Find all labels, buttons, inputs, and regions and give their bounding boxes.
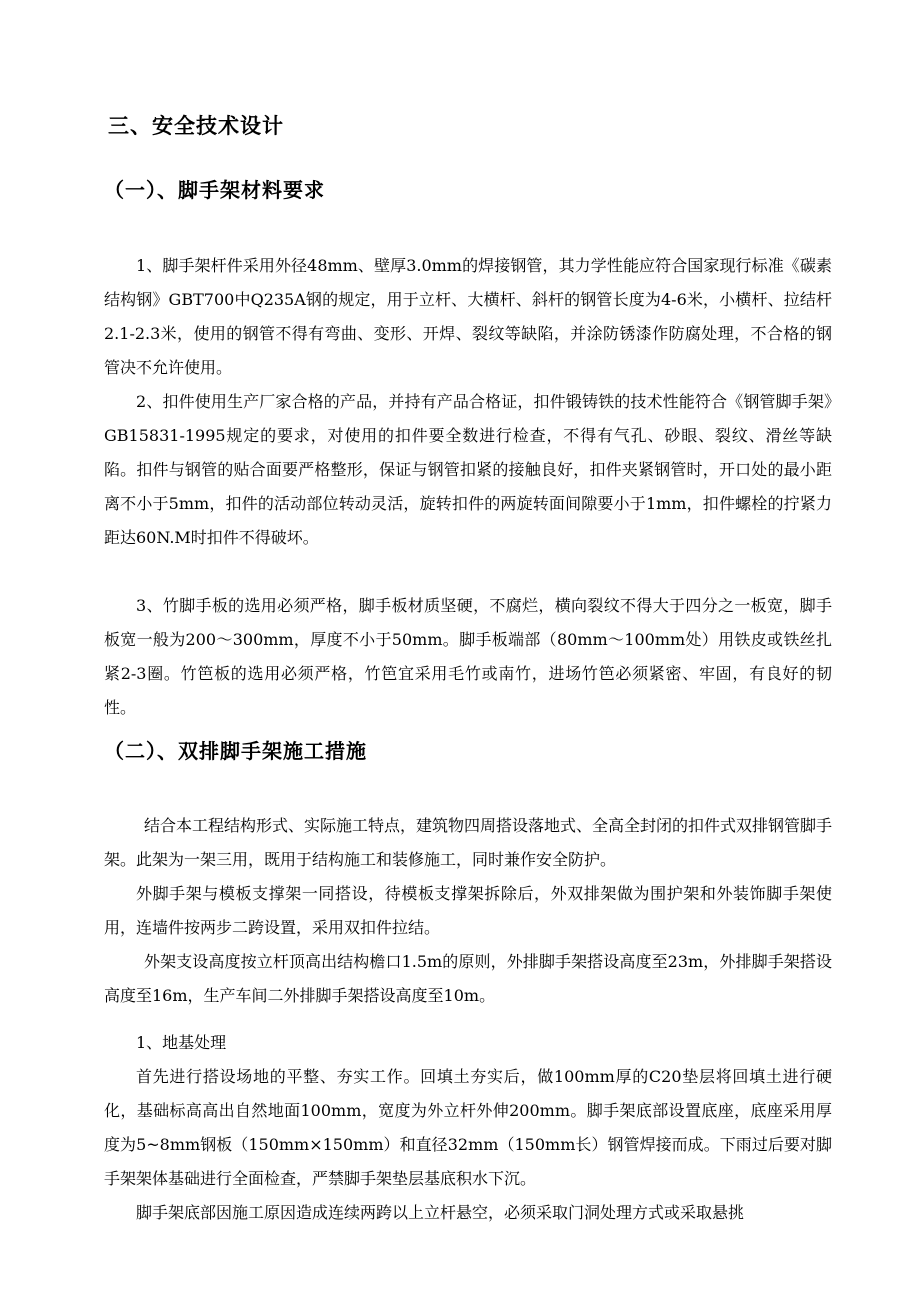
subsection-title-double-row: （二）、双排脚手架施工措施	[104, 739, 367, 763]
section-title: 三、安全技术设计	[108, 114, 284, 138]
paragraph-structure-overview: 结合本工程结构形式、实际施工特点，建筑物四周搭设落地式、全高全封闭的扣件式双排钢管脚手架。此架为一架三用，既用于结构施工和装修施工，同时兼作安全防护。	[104, 816, 833, 869]
paragraph-external-scaffold: 外脚手架与模板支撑架一同搭设，待模板支撑架拆除后，外双排架做为围护架和外装饰脚手架使用，连墙件按两步二跨设置，采用双扣件拉结。	[104, 884, 832, 937]
paragraph-bamboo-board: 3、竹脚手板的选用必须严格，脚手板材质坚硬，不腐烂，横向裂纹不得大于四分之一板宽，脚手板宽一般为200～300mm，厚度不小于50mm。脚手板端部（80mm～100mm处）用铁皮或铁丝扎紧2-3圈。竹笆板的选用必须严格，竹笆宜采用毛竹或南竹，进场竹笆必须紧密、牢固，有良好的韧性。	[104, 596, 832, 717]
subsection-title-materials: （一）、脚手架材料要求	[104, 178, 325, 202]
paragraph-height: 外架支设高度按立杆顶高出结构檐口1.5m的原则，外排脚手架搭设高度至23m，外排脚手架搭设高度至16m，生产车间二外排脚手架搭设高度至10m。	[104, 952, 832, 1005]
paragraph-couplers: 2、扣件使用生产厂家合格的产品，并持有产品合格证，扣件锻铸铁的技术性能符合《钢管脚手架》GB15831-1995规定的要求，对使用的扣件要全数进行检查，不得有气孔、砂眼、裂纹、滑丝等缺陷。扣件与钢管的贴合面要严格整形，保证与钢管扣紧的接触良好，扣件夹紧钢管时，开口处的最小距离不小于5mm，扣件的活动部位转动灵活，旋转扣件的两旋转面间隙要小于1mm，扣件螺栓的拧紧力距达60N.M时扣件不得破坏。	[104, 392, 832, 547]
paragraph-suspended-poles: 脚手架底部因施工原因造成连续两跨以上立杆悬空，必须采取门洞处理方式或采取悬挑	[136, 1203, 745, 1222]
paragraph-foundation: 首先进行搭设场地的平整、夯实工作。回填土夯实后，做100mm厚的C20垫层将回填土进行硬化，基础标高高出自然地面100mm，宽度为外立杆外伸200mm。脚手架底部设置底座，底座采用厚度为5~8mm钢板（150mm×150mm）和直径32mm（150mm长）钢管焊接而成。下雨过后要对脚手架架体基础进行全面检查，严禁脚手架垫层基底积水下沉。	[104, 1067, 832, 1188]
item-foundation-heading: 1、地基处理	[136, 1033, 227, 1052]
paragraph-steel-pipe: 1、脚手架杆件采用外径48mm、壁厚3.0mm的焊接钢管，其力学性能应符合国家现行标准《碳素结构钢》GBT700中Q235A钢的规定，用于立杆、大横杆、斜杆的钢管长度为4-6米，小横杆、拉结杆2.1-2.3米，使用的钢管不得有弯曲、变形、开焊、裂纹等缺陷，并涂防锈漆作防腐处理，不合格的钢管决不允许使用。	[104, 256, 832, 377]
